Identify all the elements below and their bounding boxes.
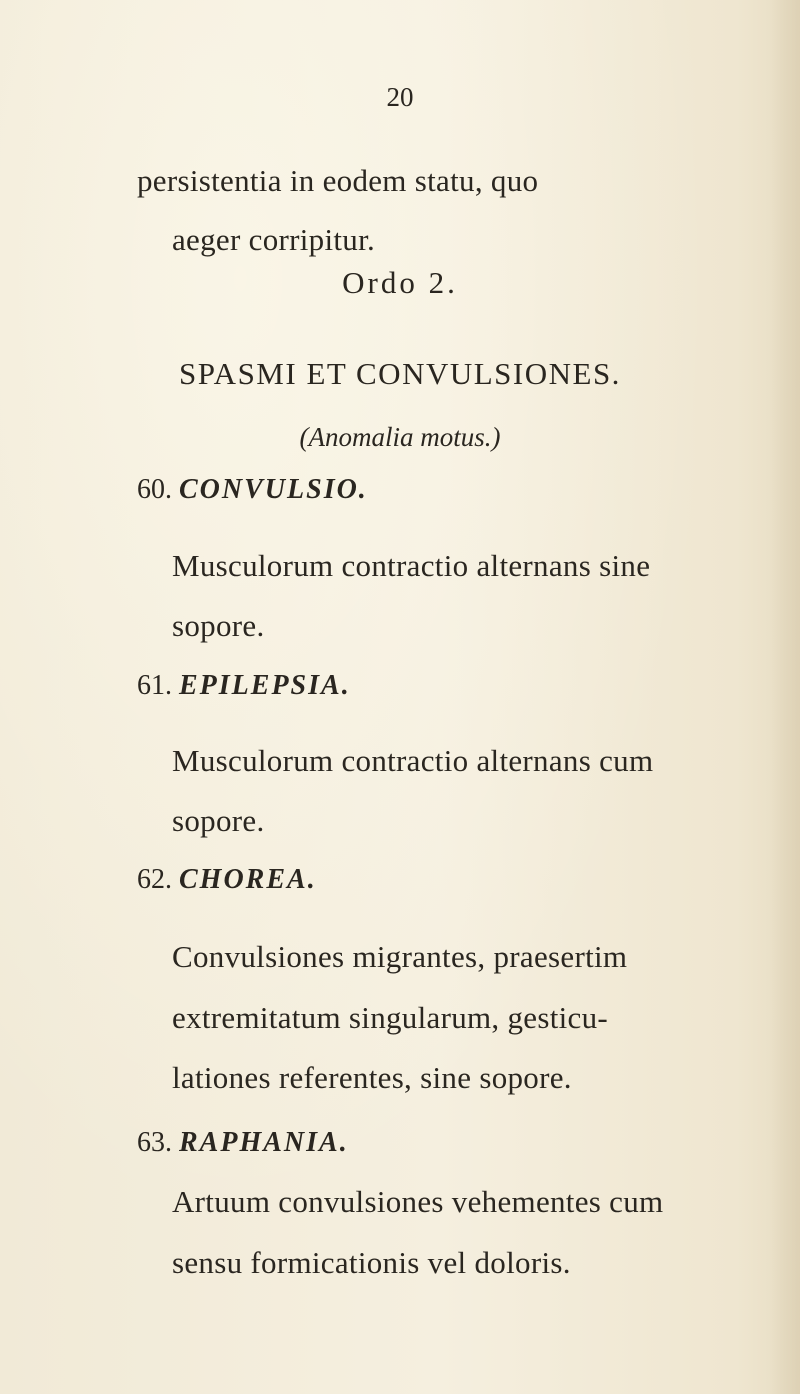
entry-text-line: sopore. <box>172 608 265 643</box>
section-subtitle: (Anomalia motus.) <box>299 422 501 452</box>
section-title: SPASMI ET CONVULSIONES. <box>179 356 621 391</box>
entry-heading <box>137 476 368 504</box>
ordo-heading: Ordo 2. <box>342 265 458 300</box>
text-line: aeger corripitur. <box>172 222 376 257</box>
entry-text-line: sensu formicationis vel doloris. <box>172 1245 571 1280</box>
entry-number: 61. <box>137 670 172 701</box>
entry-name: CHOREA. <box>179 864 317 895</box>
entry-text-line: Musculorum contractio alternans sine <box>172 548 651 583</box>
entry-text-line: lationes referentes, sine sopore. <box>172 1060 572 1095</box>
entry-name: RAPHANIA. <box>179 1127 349 1158</box>
entry-text-line: sopore. <box>172 803 265 838</box>
entry-heading <box>137 866 317 894</box>
entry-heading <box>137 1129 349 1157</box>
entry-number: 62. <box>137 864 172 895</box>
entry-text-line: Artuum convulsiones vehementes cum <box>172 1184 664 1219</box>
entry-text-line: Musculorum contractio alternans cum <box>172 743 654 778</box>
text-line: persistentia in eodem statu, quo <box>137 163 539 198</box>
entry-text-line: Convulsiones migrantes, praesertim <box>172 939 628 974</box>
entry-number: 63. <box>137 1127 172 1158</box>
entry-heading <box>137 672 351 700</box>
entry-number: 60. <box>137 474 172 505</box>
entry-name: CONVULSIO. <box>179 474 368 505</box>
page-edge-shadow <box>770 0 800 1394</box>
entry-name: EPILEPSIA. <box>179 670 351 701</box>
page-number: 20 <box>386 82 414 112</box>
entry-text-line: extremitatum singularum, gesticu- <box>172 1000 609 1035</box>
